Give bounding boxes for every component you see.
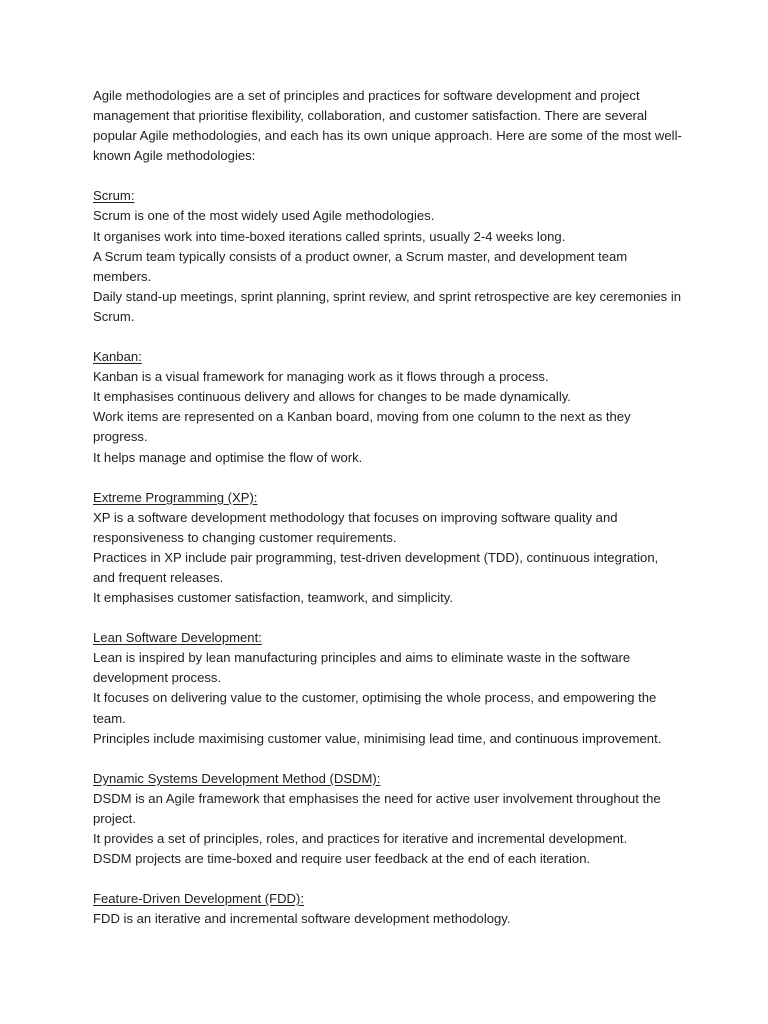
section-line: DSDM is an Agile framework that emphasises the need for active user involvement throughout the project. <box>93 790 661 826</box>
section-line: Scrum is one of the most widely used Agile methodologies. <box>93 208 435 224</box>
section-scrum <box>93 186 683 327</box>
section-xp <box>93 488 683 609</box>
section-heading: Kanban: <box>93 349 142 365</box>
section-line: A Scrum team typically consists of a product owner, a Scrum master, and development team members. <box>93 248 628 284</box>
section-line: It helps manage and optimise the flow of work. <box>93 449 363 465</box>
section-line: Daily stand-up meetings, sprint planning, sprint review, and sprint retrospective are key ceremonies in Scrum. <box>93 288 682 324</box>
section-lean <box>93 628 683 749</box>
section-line: Work items are represented on a Kanban board, moving from one column to the next as they progress. <box>93 409 631 445</box>
section-line: It organises work into time-boxed iterations called sprints, usually 2-4 weeks long. <box>93 228 566 244</box>
section-heading: Lean Software Development: <box>93 630 262 646</box>
section-line: Principles include maximising customer value, minimising lead time, and continuous improvement. <box>93 730 662 746</box>
section-line: XP is a software development methodology that focuses on improving software quality and responsiveness to changing customer requirements. <box>93 509 618 545</box>
section-line: It focuses on delivering value to the customer, optimising the whole process, and empowering the team. <box>93 690 657 726</box>
section-line: It provides a set of principles, roles, and practices for iterative and incremental development. <box>93 831 628 846</box>
section-line: Practices in XP include pair programming, test-driven development (TDD), continuous integration, and frequent releases. <box>93 549 659 585</box>
section-heading: Feature-Driven Development (FDD): <box>93 891 305 907</box>
section-fdd <box>93 889 683 929</box>
section-line: FDD is an iterative and incremental software development methodology. <box>93 911 511 927</box>
intro-paragraph: Agile methodologies are a set of principles and practices for software development and project management that prioritise flexibility, collaboration, and customer satisfaction. There are several popular Agile methodologies, and each has its own unique approach. Here are some of the most well-known Agile methodologies: <box>93 88 682 164</box>
section-line: Kanban is a visual framework for managing work as it flows through a process. <box>93 369 549 385</box>
section-kanban <box>93 347 683 468</box>
section-line: Lean is inspired by lean manufacturing principles and aims to eliminate waste in the software development process. <box>93 650 631 686</box>
section-heading: Dynamic Systems Development Method (DSDM): <box>93 770 381 786</box>
section-heading: Scrum: <box>93 188 135 204</box>
section-heading: Extreme Programming (XP): <box>93 489 258 505</box>
section-line: It emphasises customer satisfaction, teamwork, and simplicity. <box>93 590 453 606</box>
section-line: DSDM projects are time-boxed and require user feedback at the end of each iteration. <box>93 851 591 867</box>
section-dsdm <box>93 769 683 869</box>
section-line: It emphasises continuous delivery and allows for changes to be made dynamically. <box>93 389 571 405</box>
document-page <box>93 86 683 949</box>
